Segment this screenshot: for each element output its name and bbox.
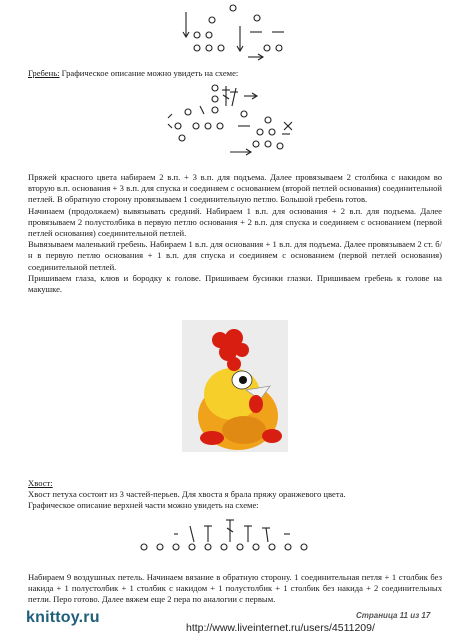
- tail-closing-paragraph: Набираем 9 воздушных петель. Начинаем вязание в обратную сторону. 1 соединительная петля + 1 столбик без накида + 1 полустолбик + 1 столбик с накидом + 1 полустолбик + 1 столбик без накида + 2 соединительных петли. Перо готово. Далее вяжем еще 2 пера по аналогии с первым.: [28, 572, 442, 605]
- comb-paragraph-3: Вывязываем маленький гребень. Набираем 1 в.п. для основания + 1 в.п. для подъема. Далее провязываем 2 ст. б/н в первую петлю основания + 1 в.п. для спуска и соединяем с основанием (первой петлей основания) соединительной петлей.: [28, 239, 442, 272]
- tail-crochet-diagram: [138, 514, 328, 558]
- tail-label: Хвост:: [28, 478, 53, 488]
- tail-paragraph-1: Хвост петуха состоит из 3 частей-перьев. Для хвоста я брала пряжу оранжевого цвета.: [28, 489, 346, 500]
- comb-paragraph-2: Начинаем (продолжаем) вывязывать средний. Набираем 1 в.п. для основания + 2 в.п. для подъема. Далее провязываем 2 полустолбика в первую петлю основания + 2 в.п. для спуска и соединяем с основанием (первой петлей основания) соединительной петлей.: [28, 205, 442, 239]
- tail-text: [28, 478, 442, 512]
- tail-closing-text: [28, 572, 442, 606]
- comb-paragraph-4: Пришиваем глаза, клюв и бородку к голове. Пришиваем бусинки глазки. Пришиваем гребень к голове на макушке.: [28, 272, 442, 295]
- rooster-toy-image: [182, 320, 288, 452]
- comb-crochet-diagram: [160, 82, 300, 162]
- comb-intro: Графическое описание можно увидеть на схеме:: [59, 68, 239, 78]
- comb-paragraph-1: Пряжей красного цвета набираем 2 в.п. + 3 в.п. для подъема. Далее провязываем 2 столбика с накидом во вторую в.п. основания + 3 в.п. для спуска и соединяем с основанием (второй петлей основания) соединительной петлей. В обратную сторону провязываем 1 соединительную петлю. Большой гребень готов.: [28, 172, 442, 205]
- comb-label: Гребень:: [28, 68, 60, 78]
- source-url[interactable]: http://www.liveinternet.ru/users/4511209/: [186, 622, 375, 634]
- comb-heading: [28, 68, 442, 79]
- comb-text: [28, 172, 442, 295]
- tail-paragraph-2: Графическое описание верхней части можно увидеть на схеме:: [28, 500, 259, 511]
- site-logo[interactable]: knittoy.ru: [26, 609, 100, 626]
- page-number: Страница 11 из 17: [356, 611, 431, 620]
- rooster-photo: [182, 320, 288, 452]
- top-crochet-diagram: [176, 2, 296, 62]
